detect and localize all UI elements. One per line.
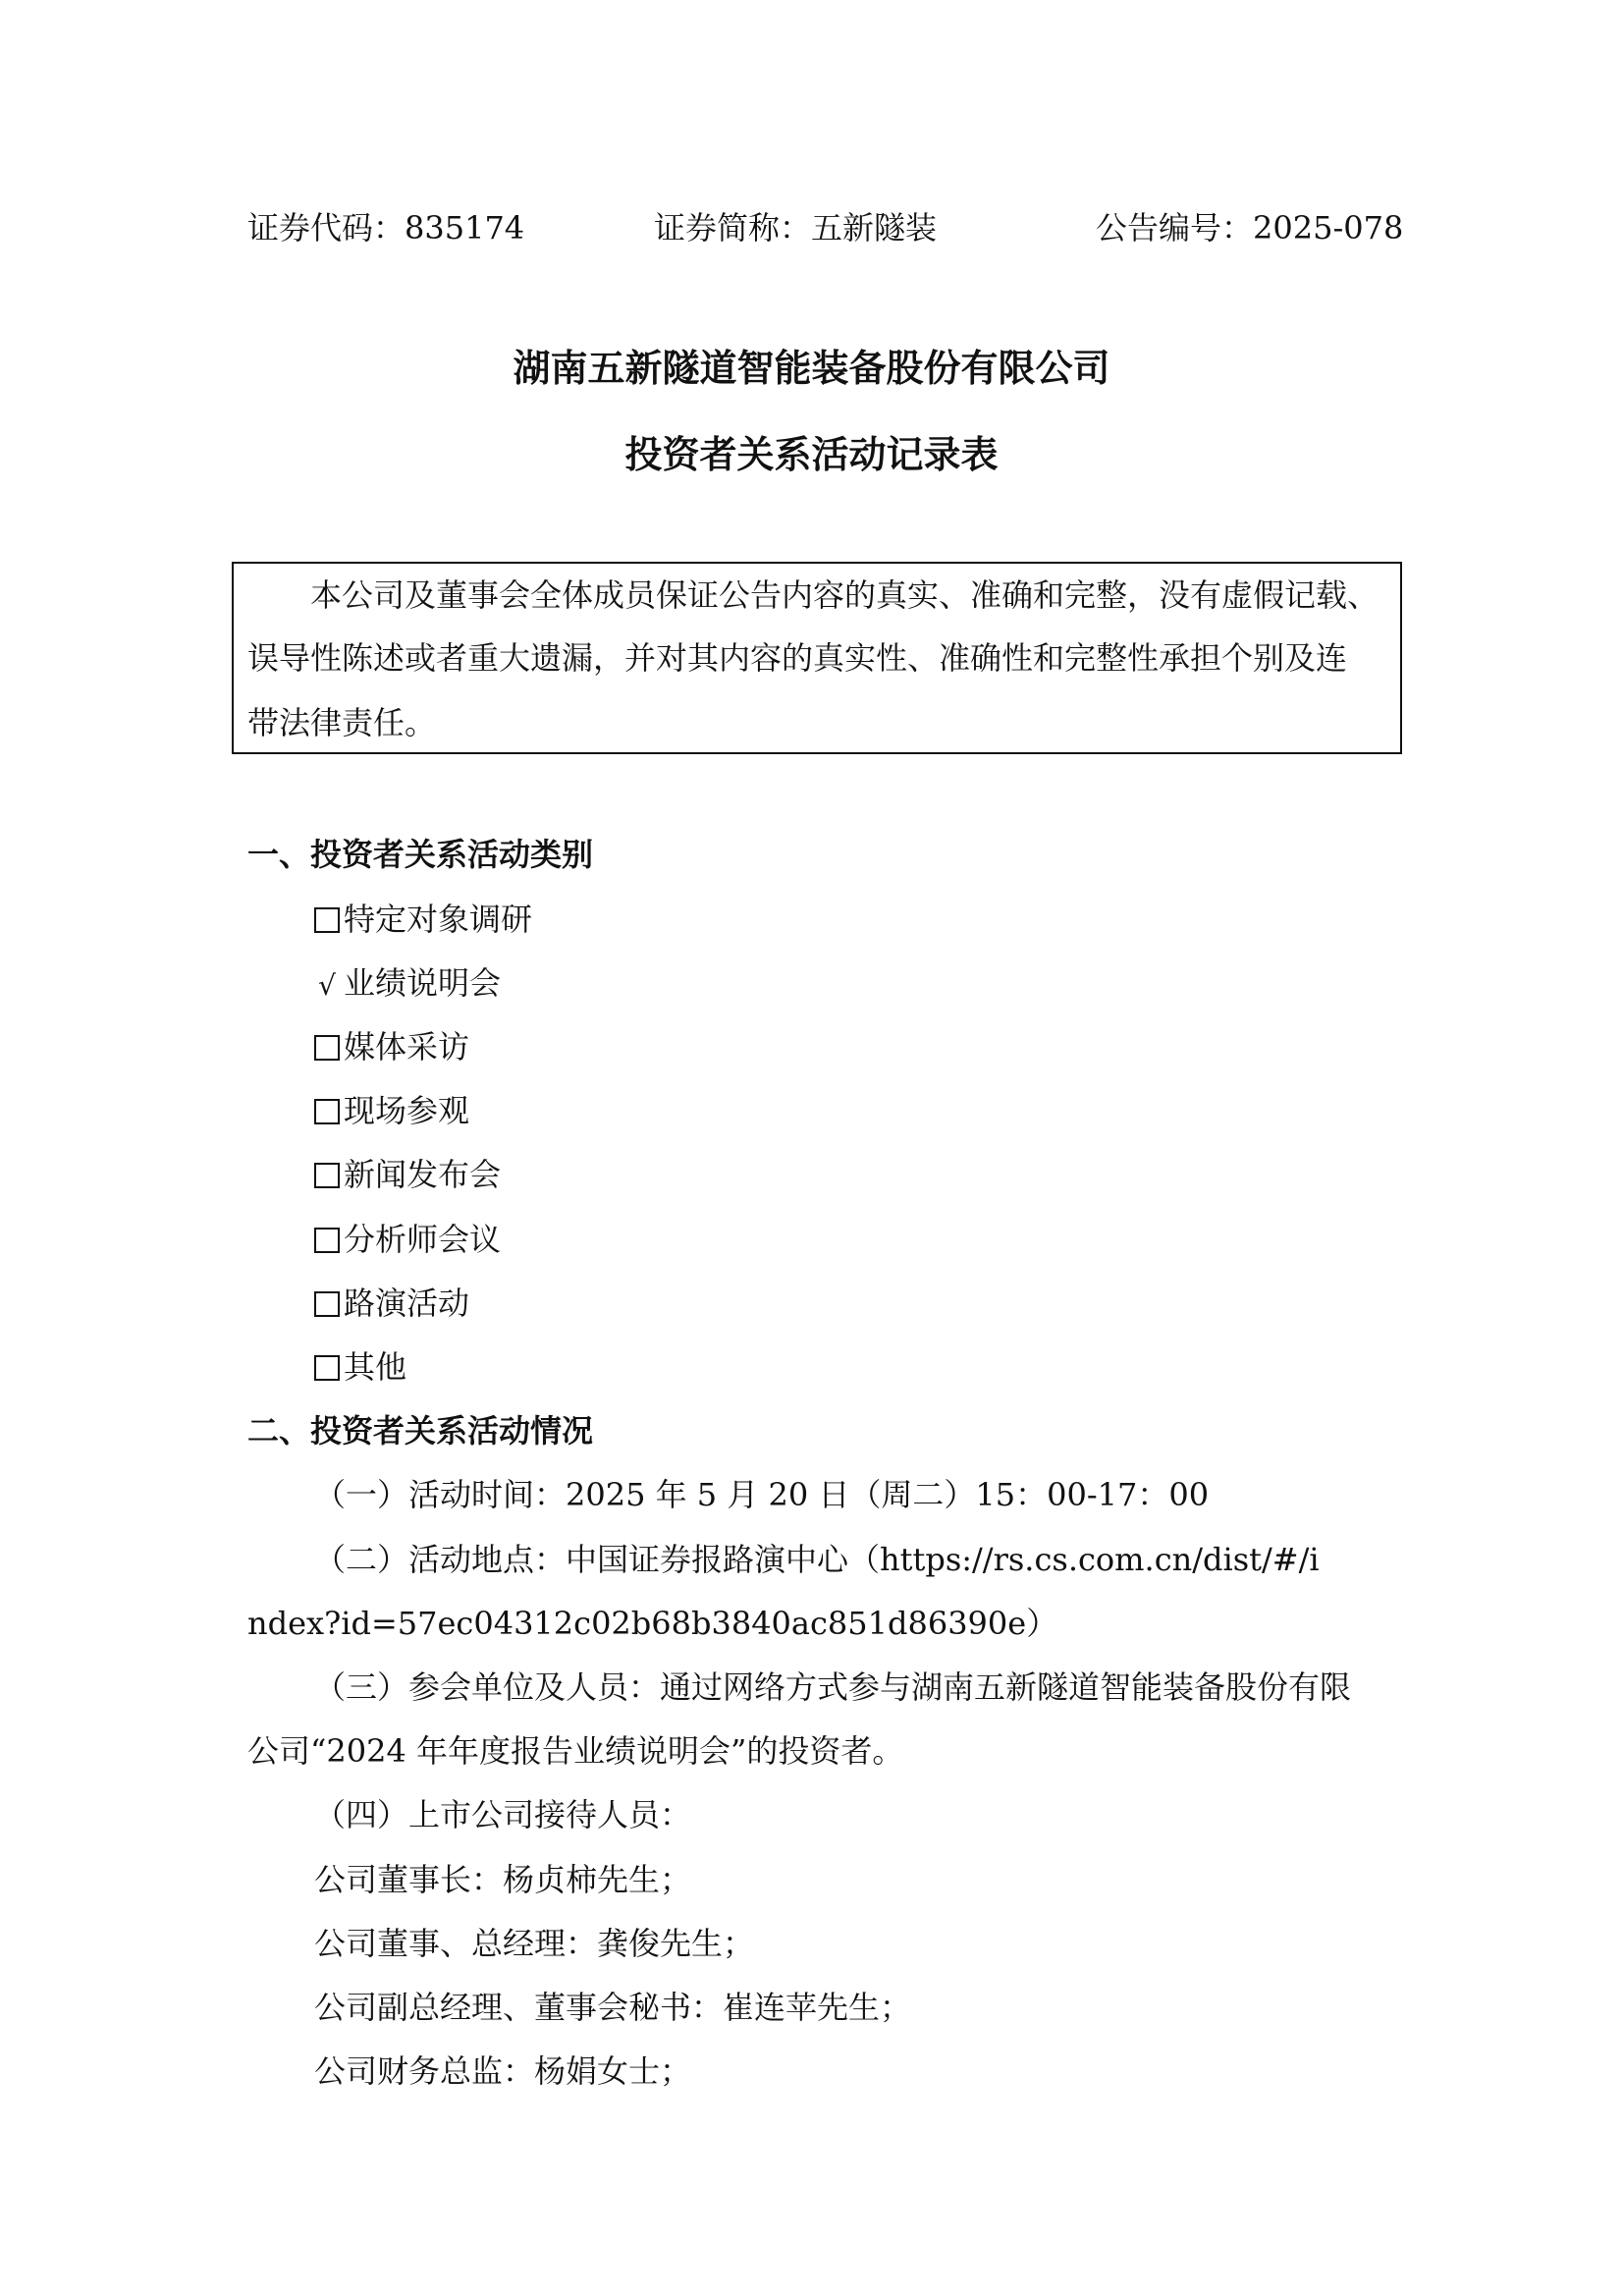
checkbox-icon <box>314 1035 340 1061</box>
checkbox-icon <box>314 1228 340 1253</box>
category-item: 新闻发布会 <box>314 1153 501 1196</box>
reception-person: 公司董事长：杨贞柿先生； <box>314 1861 692 1898</box>
participants-cont: 公司“2024 年年度报告业绩说明会”的投资者。 <box>247 1732 904 1770</box>
category-item: 媒体采访 <box>314 1025 469 1068</box>
category-item: 特定对象调研 <box>314 898 532 941</box>
notice-line-1: 本公司及董事会全体成员保证公告内容的真实、准确和完整，没有虚假记载、 <box>310 576 1380 614</box>
document-title: 投资者关系活动记录表 <box>624 433 999 476</box>
notice-line-3: 带法律责任。 <box>247 704 437 741</box>
category-item: √ 业绩说明会 <box>314 961 501 1005</box>
checkbox-icon <box>314 1355 340 1381</box>
participants: （三）参会单位及人员：通过网络方式参与湖南五新隧道智能装备股份有限 <box>314 1668 1352 1706</box>
notice-line-2: 误导性陈述或者重大遗漏，并对其内容的真实性、准确性和完整性承担个别及连 <box>247 639 1348 677</box>
activity-location-cont: ndex?id=57ec04312c02b68b3840ac851d86390e） <box>247 1605 1058 1642</box>
reception-person: 公司董事、总经理：龚俊先生； <box>314 1925 755 1962</box>
checkbox-icon <box>314 1099 340 1124</box>
security-short-name: 证券简称：五新隧装 <box>654 209 938 246</box>
security-code: 证券代码：835174 <box>247 209 525 246</box>
reception-person: 公司财务总监：杨娟女士； <box>314 2052 692 2090</box>
category-item: 其他 <box>314 1345 406 1389</box>
checkbox-icon <box>314 1291 340 1317</box>
section2-heading: 二、投资者关系活动情况 <box>247 1412 594 1449</box>
category-item: 现场参观 <box>314 1089 469 1132</box>
checkmark-icon: √ <box>318 969 336 1002</box>
activity-location: （二）活动地点：中国证券报路演中心（https://rs.cs.com.cn/dist/#/i <box>314 1541 1320 1578</box>
category-item: 路演活动 <box>314 1282 469 1325</box>
notice-number: 公告编号：2025-078 <box>1096 209 1404 246</box>
checkbox-icon <box>314 1163 340 1188</box>
company-title: 湖南五新隧道智能装备股份有限公司 <box>513 347 1110 390</box>
reception-person: 公司副总经理、董事会秘书：崔连苹先生； <box>314 1989 912 2026</box>
reception-heading: （四）上市公司接待人员： <box>314 1796 692 1833</box>
category-item: 分析师会议 <box>314 1218 501 1261</box>
section1-heading: 一、投资者关系活动类别 <box>247 836 594 873</box>
checkbox-icon <box>314 907 340 933</box>
activity-time: （一）活动时间：2025 年 5 月 20 日（周二）15：00-17：00 <box>314 1476 1210 1513</box>
